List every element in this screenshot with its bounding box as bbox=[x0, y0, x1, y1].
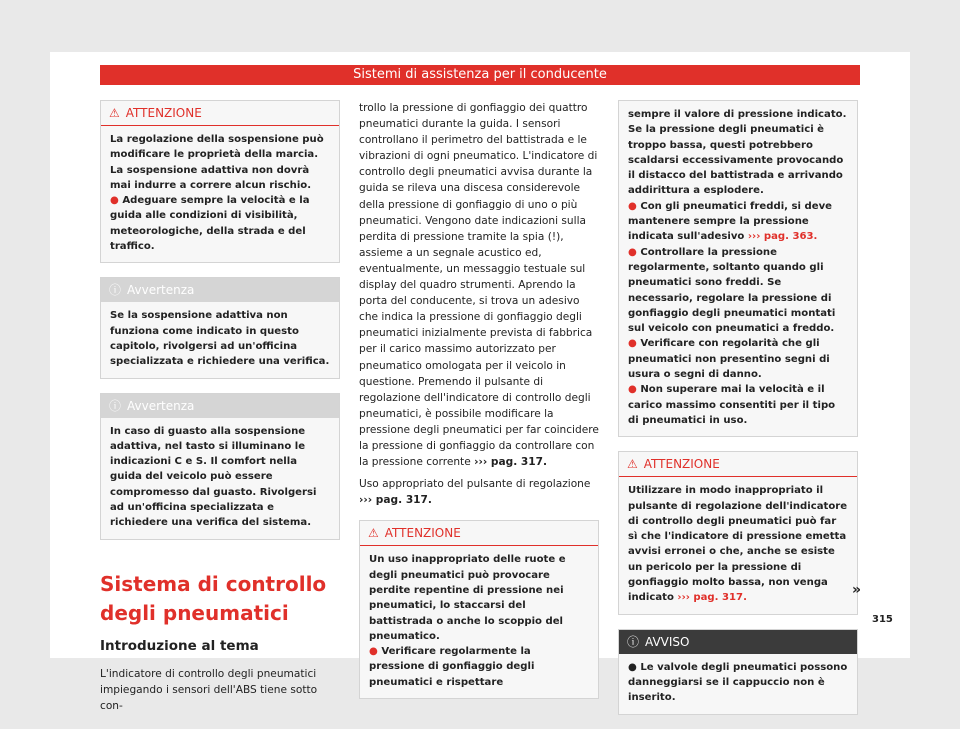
warning-box-tyres bbox=[359, 520, 599, 699]
warning-triangle-icon: ⚠ bbox=[368, 526, 379, 541]
notice-header: ⓘ AVVISO bbox=[619, 630, 857, 654]
page-ref-link[interactable]: ››› pag. 317. bbox=[677, 592, 747, 604]
note-header: ⓘ Avvertenza bbox=[101, 394, 339, 418]
column-3 bbox=[618, 100, 858, 729]
warning-box-continued bbox=[618, 100, 858, 437]
bullet-icon: ● bbox=[628, 384, 641, 396]
info-icon: ⓘ bbox=[109, 283, 122, 298]
warning-triangle-icon: ⚠ bbox=[109, 106, 120, 120]
subsection-title: Introduzione al tema bbox=[100, 637, 259, 654]
page-number: 315 bbox=[872, 614, 893, 625]
warning-header: ⚠ ATTENZIONE bbox=[619, 452, 857, 477]
page-header: Sistemi di assistenza per il conducente bbox=[100, 65, 860, 85]
note-box-2 bbox=[100, 393, 340, 540]
note-body: In caso di guasto alla sospensione adattiva, nel tasto si illuminano le indicazioni C e S. Il comfort nella guida del veicolo può essere compromesso dal guasto. Rivolgersi ad un'officina specializzata e richiedere una verifica del sistema. bbox=[110, 425, 317, 529]
warning-header: ⚠ ATTENZIONE bbox=[101, 101, 339, 126]
bullet-icon: ● bbox=[628, 200, 641, 212]
warning-body: La regolazione della sospensione può modificare le proprietà della marcia. La sospensione adattiva non dovrà mai indurre a correre alcun rischio. ● Adeguare sempre la velocità e la guida alle condizioni di visibilità, meteorologiche, della strada e del traffico. bbox=[110, 134, 324, 253]
bullet-icon: ● bbox=[110, 195, 123, 207]
warning-body: sempre il valore di pressione indicato. Se la pressione degli pneumatici è troppo bassa, questi potrebbero scaldarsi eccessivamente provocando il distacco del battistrada e arrivando addirittura a esplodere. ● Con gli pneumatici freddi, si deve mantenere sempre la pressione indicata sull'adesivo ››› pag. 363. ● Controllare la pressione regolarmente, soltanto quando gli pneumatici sono freddi. Se necessario, regolare la pressione di gonfiaggio degli pneumatici montati sul veicolo con pneumatici a freddo. ● Verificare con regolarità che gli pneumatici non presentino segni di usura o segni di danno. ● Non superare mai la velocità e il carico massimo consentiti per il tipo di pneumatici in uso. bbox=[628, 109, 847, 426]
bullet-icon: ● bbox=[628, 661, 641, 673]
body-paragraph: trollo la pressione di gonfiaggio dei quattro pneumatici durante la guida. I sensori controllano il perimetro del battistrada e le vibrazioni di ogni pneumatico. L'indicatore di controllo degli pneumatici avvisa durante la guida se rileva una discesa considerevole della pressione di gonfiaggio di uno o più pneumatici. Vengono date indicazioni sulla perdita di pressione tramite la spia (!), assieme a un segnale acustico ed, eventualmente, un messaggio testuale sul display del quadro strumenti. Aprendo la porta del conducente, si trova un adesivo che indica la pressione di gonfiaggio degli pneumatici inizialmente prevista di fabbrica per il carico massimo autorizzato per pneumatico omologata per il veicolo in questione. Premendo il pulsante di regolazione dell'indicatore di controllo degli pneumatici, è possibile modificare la pressione degli pneumatici per far coincidere la pressione di gonfiaggio da controllare con la pressione corrente ››› pag. 317. bbox=[359, 102, 599, 469]
intro-paragraph: L'indicatore di controllo degli pneumatici impiegando i sensori dell'ABS tiene sotto con- bbox=[100, 667, 318, 712]
bullet-icon: ● bbox=[628, 338, 641, 350]
notice-box bbox=[618, 629, 858, 715]
section-title: Sistema di controllo degli pneumatici bbox=[100, 571, 327, 625]
exclamation-circle-icon: ⓘ bbox=[627, 634, 640, 649]
warning-header: ⚠ ATTENZIONE bbox=[360, 521, 598, 546]
page-ref-link[interactable]: ››› pag. 317. bbox=[474, 456, 548, 469]
note-header: ⓘ Avvertenza bbox=[101, 278, 339, 302]
info-icon: ⓘ bbox=[109, 398, 122, 413]
page-ref-link[interactable]: ››› pag. 363. bbox=[747, 231, 818, 243]
warning-body: Un uso inappropriato delle ruote e degli pneumatici può provocare perdite repentine di pressione nei pneumatici, lo staccarsi del battistrada o anche lo scoppio del pneumatico. ● Verificare regolarmente la pressione di gonfiaggio degli pneumatici e rispettare bbox=[369, 554, 566, 688]
continue-mark: » bbox=[852, 582, 862, 598]
notice-body: ● Le valvole degli pneumatici possono danneggiarsi se il cappuccio non è inserito. bbox=[628, 661, 848, 704]
page-ref-link[interactable]: ››› pag. 317. bbox=[359, 494, 432, 507]
warning-box-button bbox=[618, 451, 858, 614]
body-paragraph: Uso appropriato del pulsante di regolazione ››› pag. 317. bbox=[359, 478, 591, 507]
bullet-icon: ● bbox=[628, 246, 641, 258]
warning-body: Utilizzare in modo inappropriato il pulsante di regolazione dell'indicatore di controllo degli pneumatici può far sì che l'indicatore di pressione emetta avvisi erronei o che, anche se esiste un pericolo per la pressione di gonfiaggio molto bassa, non venga indicato ››› pag. 317. bbox=[628, 485, 848, 604]
column-1 bbox=[100, 100, 340, 720]
note-box-1 bbox=[100, 277, 340, 378]
warning-box-suspension bbox=[100, 100, 340, 263]
column-2 bbox=[359, 100, 599, 713]
bullet-icon: ● bbox=[369, 646, 382, 658]
warning-triangle-icon: ⚠ bbox=[627, 457, 638, 472]
note-body: Se la sospensione adattiva non funziona come indicato in questo capitolo, rivolgersi ad un'officina specializzata e richiedere una verifica. bbox=[110, 310, 330, 368]
